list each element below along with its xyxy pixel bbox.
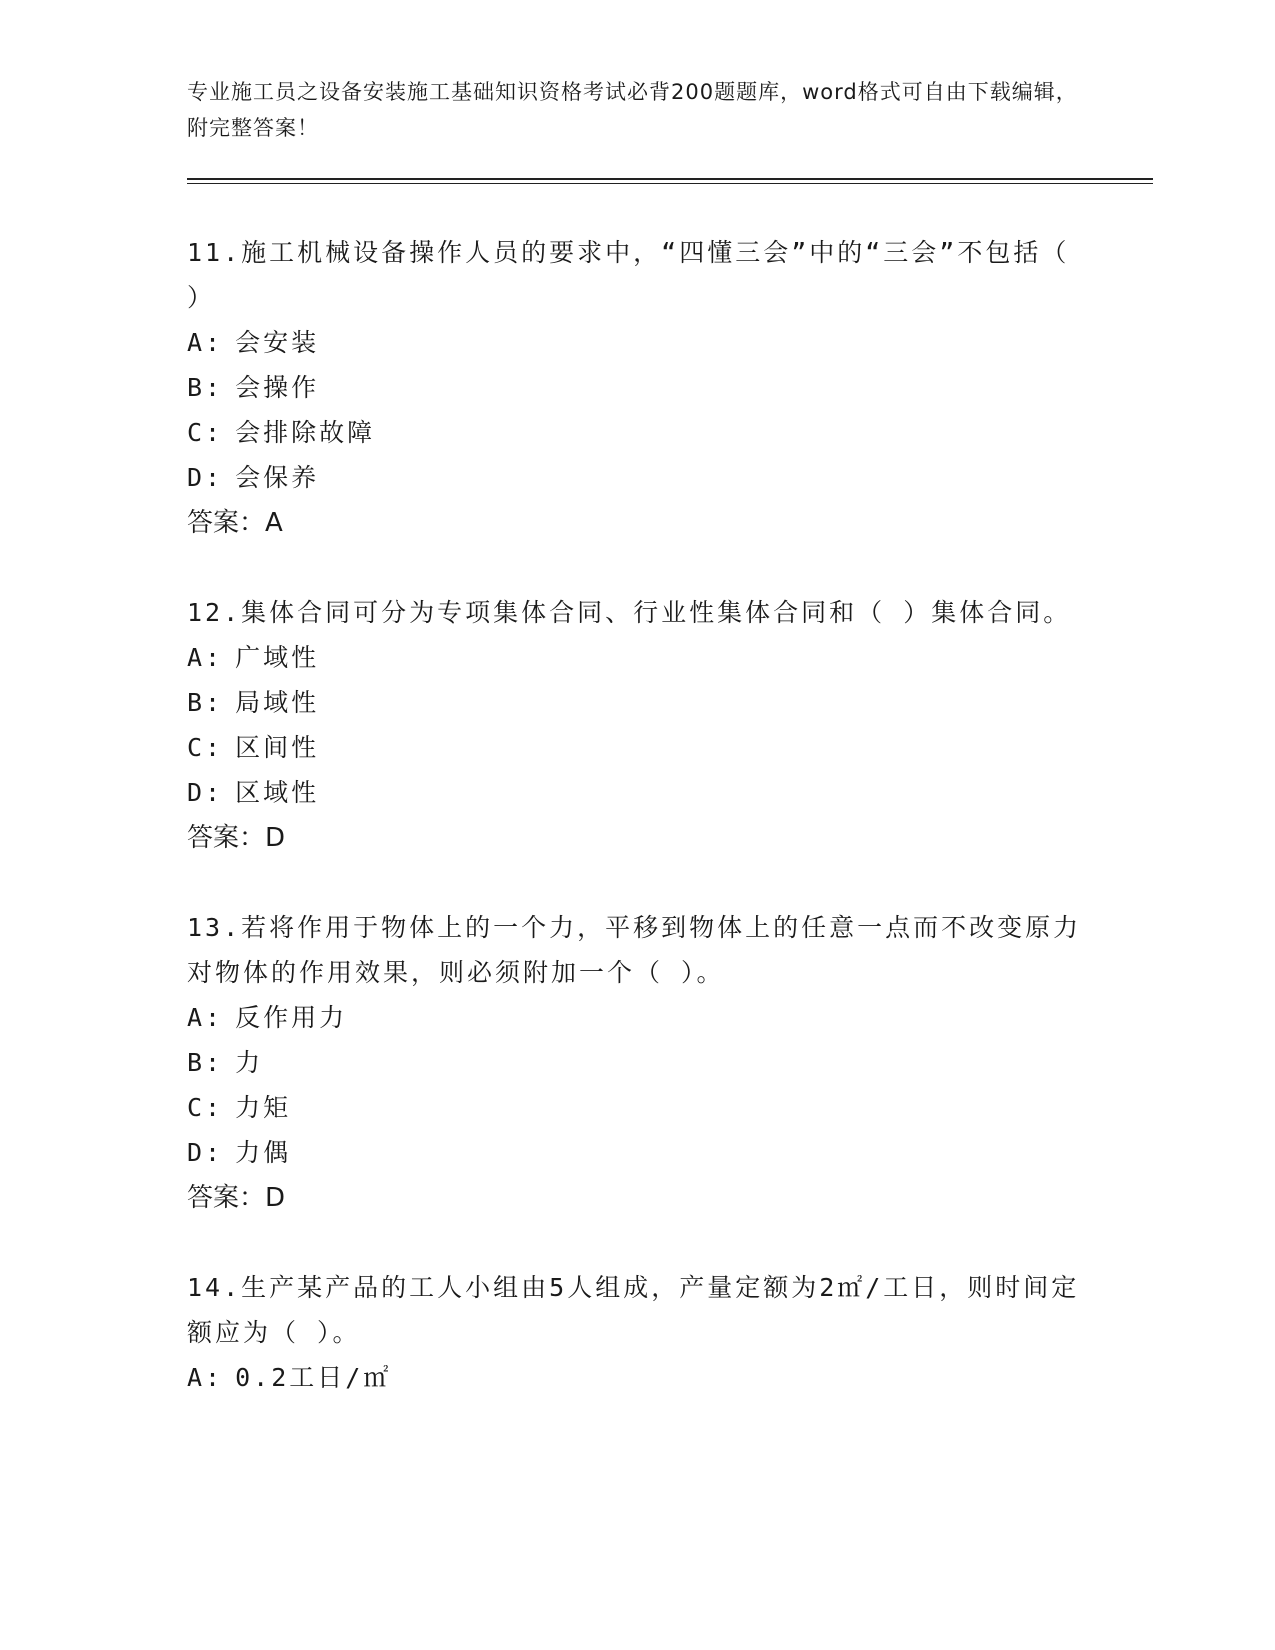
option-text: 0.2工日/㎡ — [235, 1363, 392, 1392]
option-a — [187, 995, 1087, 1040]
option-c — [187, 410, 1087, 455]
option-text: 力 — [235, 1048, 264, 1077]
question-stem: 12.集体合同可分为专项集体合同、行业性集体合同和（ ）集体合同。 — [187, 598, 1072, 627]
option-d — [187, 1130, 1087, 1175]
option-key: D: — [187, 1138, 224, 1167]
question-13 — [187, 905, 1087, 1221]
question-stem: 11.施工机械设备操作人员的要求中，“四懂三会”中的“三会”不包括（ ） — [187, 238, 1070, 312]
option-text: 区间性 — [235, 733, 320, 762]
option-text: 会保养 — [235, 463, 320, 492]
option-b — [187, 1040, 1087, 1085]
option-key: A: — [187, 1003, 224, 1032]
header-divider-thick — [187, 178, 1153, 180]
header-title: 专业施工员之设备安装施工基础知识资格考试必背200题题库，word格式可自由下载编辑，附完整答案！ — [187, 80, 1078, 140]
option-b — [187, 680, 1087, 725]
option-text: 会排除故障 — [235, 418, 376, 447]
option-d — [187, 770, 1087, 815]
question-list — [187, 230, 1087, 1444]
answer-line: 答案：A — [187, 508, 283, 538]
option-key: C: — [187, 1093, 224, 1122]
option-key: D: — [187, 778, 224, 807]
option-a — [187, 635, 1087, 680]
question-stem: 13.若将作用于物体上的一个力，平移到物体上的任意一点而不改变原力对物体的作用效果，则必须附加一个（ ）。 — [187, 913, 1082, 987]
option-key: C: — [187, 418, 224, 447]
option-text: 力偶 — [235, 1138, 292, 1167]
question-stem: 14.生产某产品的工人小组由5人组成，产量定额为2㎡/工日，则时间定额应为（ ）。 — [187, 1273, 1080, 1347]
answer-line: 答案：D — [187, 1183, 286, 1213]
answer-line: 答案：D — [187, 823, 286, 853]
question-14 — [187, 1265, 1087, 1400]
option-key: B: — [187, 688, 224, 717]
option-key: B: — [187, 1048, 224, 1077]
option-key: C: — [187, 733, 224, 762]
option-text: 会操作 — [235, 373, 320, 402]
option-text: 区域性 — [235, 778, 320, 807]
option-text: 反作用力 — [235, 1003, 348, 1032]
option-text: 会安装 — [235, 328, 320, 357]
option-d — [187, 455, 1087, 500]
option-c — [187, 725, 1087, 770]
option-key: A: — [187, 328, 224, 357]
option-text: 广域性 — [235, 643, 320, 672]
document-header — [187, 74, 1087, 146]
option-a — [187, 320, 1087, 365]
option-c — [187, 1085, 1087, 1130]
header-divider-thin — [187, 183, 1153, 184]
question-11 — [187, 230, 1087, 546]
option-key: B: — [187, 373, 224, 402]
question-12 — [187, 590, 1087, 861]
option-text: 力矩 — [235, 1093, 292, 1122]
option-key: A: — [187, 643, 224, 672]
option-key: A: — [187, 1363, 224, 1392]
option-a — [187, 1355, 1087, 1400]
option-b — [187, 365, 1087, 410]
option-text: 局域性 — [235, 688, 320, 717]
option-key: D: — [187, 463, 224, 492]
